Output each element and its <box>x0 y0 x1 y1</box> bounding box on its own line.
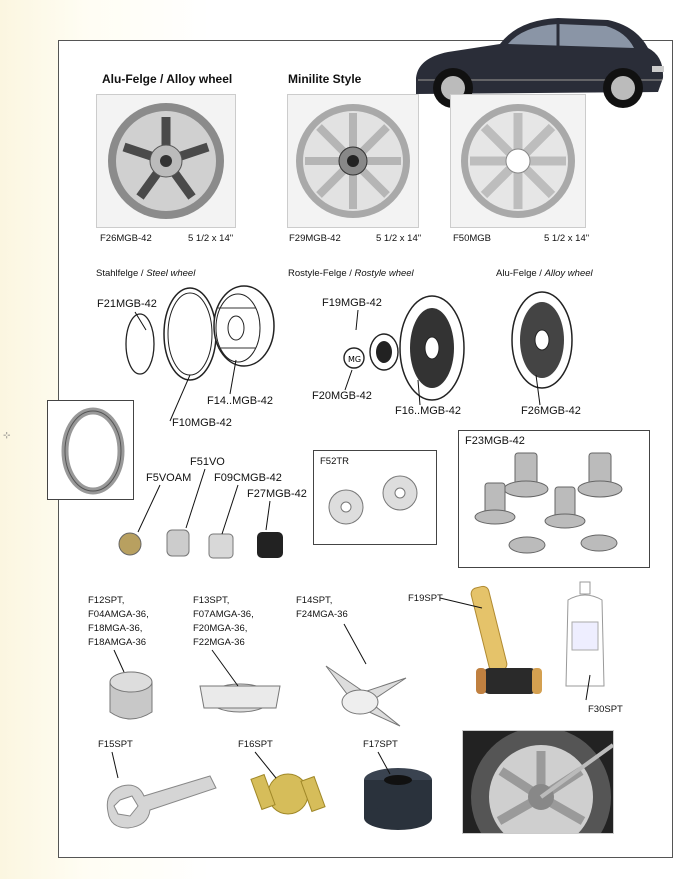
part-label: F26MGB-42 <box>521 405 581 417</box>
steel-wheel-heading: Stahlfelge / Steel wheel <box>96 268 196 279</box>
part-label: F17SPT <box>363 739 398 750</box>
part-label: F27MGB-42 <box>247 488 307 500</box>
part-label: F16..MGB-42 <box>395 405 462 417</box>
part-label: F10MGB-42 <box>172 417 232 429</box>
part-label: F23MGB-42 <box>465 435 525 447</box>
part-label: F30SPT <box>588 704 623 715</box>
wheel-code: F29MGB-42 <box>289 233 341 244</box>
rostyle-wheel-heading: Rostyle-Felge / Rostyle wheel <box>288 268 414 279</box>
margin-mark: ⊹ <box>3 430 11 440</box>
minilite-heading: Minilite Style <box>288 72 362 86</box>
part-label: F51VO <box>190 456 225 468</box>
spinner-codes-2: F13SPT, F07AMGA-36, F20MGA-36, F22MGA-36 <box>193 595 254 648</box>
part-label: F14..MGB-42 <box>207 395 274 407</box>
spinner-codes-3: F14SPT, F24MGA-36 <box>296 595 348 620</box>
wheel-size: 5 1/2 x 14" <box>544 233 590 244</box>
part-label: F52TR <box>320 456 350 467</box>
alloy-wheel-heading: Alu-Felge / Alloy wheel <box>102 72 233 86</box>
part-label: F19MGB-42 <box>322 297 382 309</box>
part-label: F21MGB-42 <box>97 298 157 310</box>
part-label: F09CMGB-42 <box>214 472 282 484</box>
part-label: F20MGB-42 <box>312 390 372 402</box>
wheel-code: F26MGB-42 <box>100 233 152 244</box>
wheel-size: 5 1/2 x 14" <box>188 233 234 244</box>
part-label: F15SPT <box>98 739 133 750</box>
part-label: F5VOAM <box>146 472 192 484</box>
svg-text:MG: MG <box>348 355 362 364</box>
alu-wheel-heading: Alu-Felge / Alloy wheel <box>496 268 593 279</box>
part-label: F16SPT <box>238 739 273 750</box>
part-label: F19SPT <box>408 593 443 604</box>
spinner-codes-1: F12SPT, F04AMGA-36, F18MGA-36, F18AMGA-36 <box>88 595 149 648</box>
wheel-size: 5 1/2 x 14" <box>376 233 422 244</box>
wheel-code: F50MGB <box>453 233 492 244</box>
